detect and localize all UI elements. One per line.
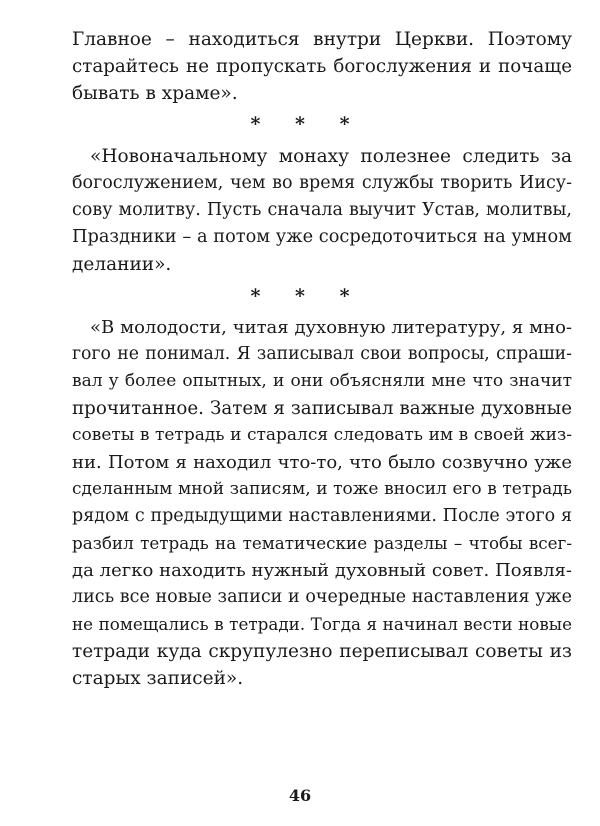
paragraph-line: «Новоначальному монаху полезнее следить за [90,146,572,167]
paragraph-line: сову молитву. Пусть сначала выучит Устав, молитвы, [72,200,572,220]
paragraph-line: да легко находить нужный духовный совет. Появля- [72,560,572,581]
paragraph-line: старайтесь не пропускать богослужения и почаще [72,56,572,77]
paragraph-line: делании». [72,254,172,275]
paragraph-line: не помещались в тетради. Тогда я начинал вести новые [72,614,572,634]
paragraph-line: старых записей». [72,668,244,689]
paragraph-line: бывать в храме». [72,83,238,104]
paragraph-line: «В молодости, читая духовную литературу, я мно- [90,317,572,338]
paragraph-2 [72,143,572,278]
section-separator-1: * * * [250,113,364,135]
paragraph-1 [72,26,572,107]
paragraph-line: Главное – находиться внутри Церкви. Поэтому [72,29,572,50]
paragraph-line: прочитанное. Затем я записывал важные духовные [72,398,572,419]
paragraph-line: Праздники – а потом уже сосредоточиться на умном [72,227,572,247]
paragraph-3 [72,314,572,692]
paragraph-line: советы в тетрадь и старался следовать им в своей жиз- [72,425,572,445]
paragraph-line: тетради куда скрупулезно переписывал советы из [72,641,572,662]
paragraph-line: гого не понимал. Я записывал свои вопросы, спраши- [72,344,572,364]
page-number: 46 [288,786,312,805]
paragraph-line: лись все новые записи и очередные наставления уже [72,587,572,607]
paragraph-line: сделанным мной записям, и тоже вносил его в тетрадь [72,479,572,499]
paragraph-line: богослужением, чем во время службы творить Иису- [72,173,572,193]
paragraph-line: вал у более опытных, и они объясняли мне что значит [72,371,572,391]
paragraph-line: рядом с предыдущими наставлениями. После этого я [72,506,572,526]
section-separator-2: * * * [250,285,364,307]
paragraph-line: разбил тетрадь на тематические разделы – чтобы всег- [72,533,572,553]
paragraph-line: ни. Потом я находил что-то, что было созвучно уже [72,452,572,473]
